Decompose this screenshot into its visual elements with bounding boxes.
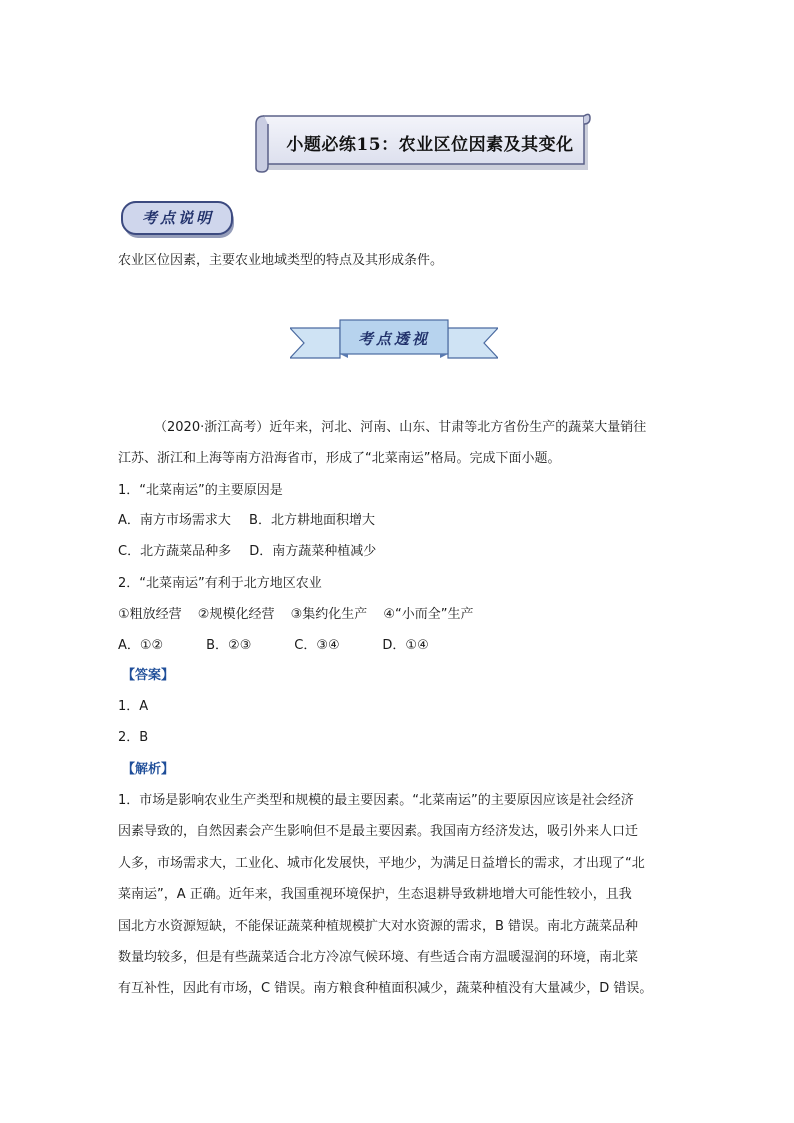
analysis-line: 因素导致的，自然因素会产生影响但不是最主要因素。我国南方经济发达，吸引外来人口迁 [118,824,639,839]
question-1-stem: 1．“北菜南运”的主要原因是 [118,483,283,498]
analysis-line: 1．市场是影响农业生产类型和规模的最主要因素。“北菜南运”的主要原因应该是社会经济 [118,793,634,808]
q2-option-c: C．③④ [294,638,340,653]
title-banner [254,110,594,174]
section-ribbon-kaodian-touxi [290,318,498,364]
question-2-stem: 2．“北菜南运”有利于北方地区农业 [118,576,322,591]
q1-option-c: C．北方蔬菜品种多 [118,544,232,559]
answer-tag: 【答案】 [122,668,175,683]
q2-option-b: B．②③ [206,638,252,653]
q1-option-b: B．北方耕地面积增大 [249,513,375,528]
question-2-options [118,636,429,656]
q2-item-3: ③集约化生产 [290,607,368,622]
q2-option-a: A．①② [118,638,164,653]
analysis-line: 数量均较多，但是有些蔬菜适合北方冷凉气候环境、有些适合南方温暖湿润的环境，南北菜 [118,950,639,965]
ribbon-label: 考点透视 [357,329,430,348]
question-intro-line-2: 江苏、浙江和上海等南方沿海省市，形成了“北菜南运”格局。完成下面小题。 [118,451,561,466]
answer-1: 1．A [118,699,149,714]
q2-item-1: ①粗放经营 [118,607,182,622]
analysis-tag: 【解析】 [122,762,175,777]
analysis-line: 人多，市场需求大，工业化、城市化发展快，平地少，为满足日益增长的需求，才出现了“北 [118,856,645,871]
badge-label: 考点说明 [141,208,214,227]
q2-option-d: D．①④ [382,638,429,653]
q2-item-4: ④“小而全”生产 [383,607,474,622]
page-title: 小题必练15：农业区位因素及其变化 [286,134,574,155]
kaodian-shuoming-text: 农业区位因素，主要农业地域类型的特点及其形成条件。 [118,253,444,268]
q1-option-a: A．南方市场需求大 [118,513,231,528]
question-intro-line-1: （2020·浙江高考）近年来，河北、河南、山东、甘肃等北方省份生产的蔬菜大量销往 [154,420,647,435]
question-1-options-row-1 [118,511,375,531]
section-badge-kaodian-shuoming [120,200,236,240]
q1-option-d: D．南方蔬菜种植减少 [249,544,377,559]
analysis-line: 国北方水资源短缺，不能保证蔬菜种植规模扩大对水资源的需求，B 错误。南北方蔬菜品种 [118,919,639,934]
question-1-options-row-2 [118,542,376,562]
analysis-line: 菜南运”，A 正确。近年来，我国重视环境保护，生态退耕导致耕地增大可能性较小，且我 [118,887,632,902]
analysis-line: 有互补性，因此有市场，C 错误。南方粮食种植面积减少，蔬菜种植没有大量减少，D 错误。 [118,981,653,996]
answer-2: 2．B [118,730,149,745]
question-2-items [118,605,474,625]
q2-item-2: ②规模化经营 [197,607,275,622]
